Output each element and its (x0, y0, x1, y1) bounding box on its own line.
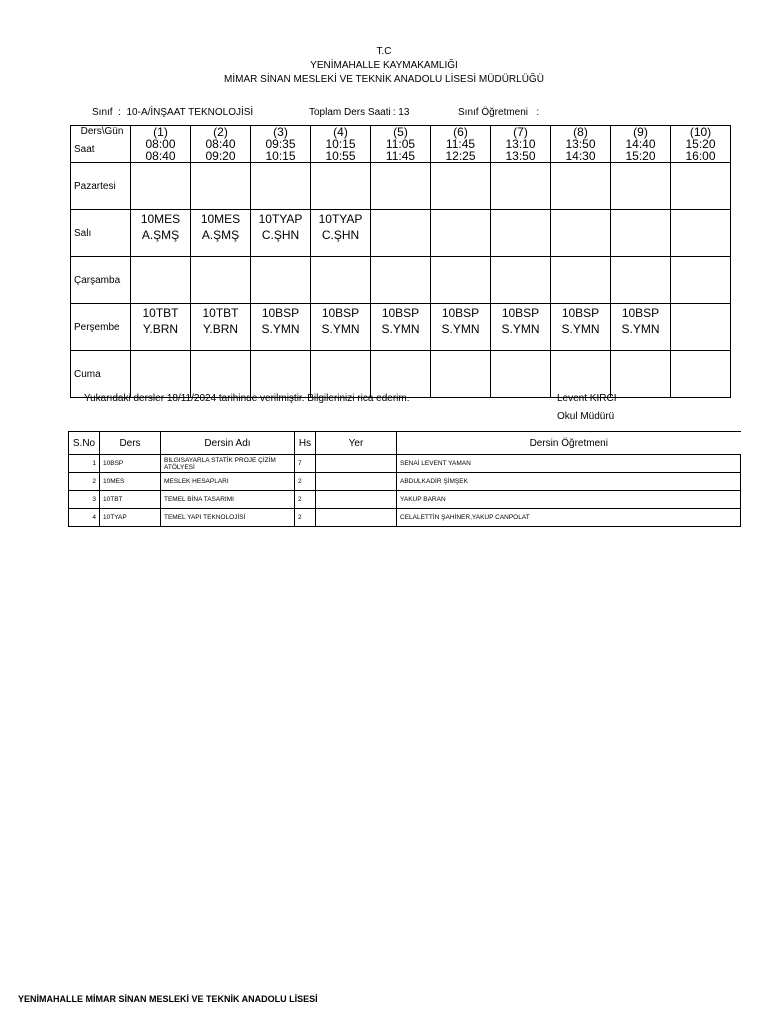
col-header-place: Yer (316, 432, 397, 455)
period-number: (10) (689, 125, 712, 139)
period-start: 08:00 (145, 137, 176, 151)
period-end: 13:50 (505, 149, 536, 163)
period-start: 13:10 (505, 137, 536, 151)
period-start: 13:50 (565, 137, 596, 151)
lesson-code: 10TYAP (258, 212, 303, 226)
lesson-teacher: Y.BRN (142, 322, 179, 336)
course-code: 10TBT (100, 491, 161, 509)
period-header (491, 126, 551, 163)
corner-day-label: Ders\Gün (80, 126, 124, 137)
course-teacher: YAKUP BARAN (397, 491, 741, 509)
lesson-cell (131, 163, 191, 210)
lesson-cell (551, 210, 611, 257)
lesson-cell (311, 163, 371, 210)
day-name: Salı (71, 210, 131, 257)
lesson-code: 10TBT (142, 306, 179, 320)
lesson-cell (491, 163, 551, 210)
lesson-cell (431, 210, 491, 257)
lesson-cell (191, 351, 251, 398)
period-start: 09:35 (265, 137, 296, 151)
lesson-code: 10BSP (321, 306, 360, 320)
period-header (551, 126, 611, 163)
course-code: 10TYAP (100, 509, 161, 527)
lesson-teacher: S.YMN (621, 322, 660, 336)
period-end: 08:40 (145, 149, 176, 163)
course-hours: 2 (295, 509, 316, 527)
period-end: 10:15 (265, 149, 296, 163)
lesson-code: 10BSP (501, 306, 540, 320)
lesson-cell (131, 210, 191, 257)
lesson-teacher: S.YMN (441, 322, 480, 336)
period-start: 11:45 (445, 137, 476, 151)
course-row (69, 473, 741, 491)
lesson-cell (671, 163, 731, 210)
period-header (371, 126, 431, 163)
day-row (71, 351, 731, 398)
col-header-code: Ders (100, 432, 161, 455)
lesson-cell (551, 257, 611, 304)
lesson-teacher: C.ŞHN (261, 228, 300, 242)
period-header (191, 126, 251, 163)
lesson-teacher: S.YMN (501, 322, 540, 336)
lesson-cell (671, 210, 731, 257)
period-number: (9) (633, 125, 648, 139)
footer-school-name: YENİMAHALLE MİMAR SİNAN MESLEKİ VE TEKNİK ANADOLU LİSESİ (18, 994, 318, 1004)
day-row (71, 163, 731, 210)
lesson-cell (431, 351, 491, 398)
lesson-code: 10BSP (561, 306, 600, 320)
course-code: 10BSP (100, 455, 161, 473)
day-row (71, 304, 731, 351)
course-row (69, 491, 741, 509)
principal-title: Okul Müdürü (557, 411, 615, 422)
lesson-cell (371, 304, 431, 351)
lesson-teacher: S.YMN (321, 322, 360, 336)
course-teacher: SENAİ LEVENT YAMAN (397, 455, 741, 473)
lesson-cell (251, 163, 311, 210)
course-hours: 2 (295, 473, 316, 491)
period-number: (4) (333, 125, 348, 139)
course-no: 4 (69, 509, 100, 527)
lesson-cell (491, 304, 551, 351)
lesson-teacher: A.ŞMŞ (201, 228, 240, 242)
period-start: 15:20 (685, 137, 716, 151)
period-end: 16:00 (685, 149, 716, 163)
lesson-cell (251, 257, 311, 304)
course-teacher: CELALETTİN ŞAHİNER,YAKUP CANPOLAT (397, 509, 741, 527)
period-end: 14:30 (565, 149, 596, 163)
period-header (131, 126, 191, 163)
period-number: (3) (273, 125, 288, 139)
lesson-cell (371, 163, 431, 210)
lesson-cell (611, 304, 671, 351)
corner-hour-label: Saat (74, 144, 95, 155)
course-place (316, 473, 397, 491)
period-start: 14:40 (625, 137, 656, 151)
period-end: 15:20 (625, 149, 656, 163)
lesson-cell (551, 304, 611, 351)
course-place (316, 491, 397, 509)
course-teacher: ABDULKADİR ŞİMŞEK (397, 473, 741, 491)
course-place (316, 509, 397, 527)
course-table (68, 431, 741, 527)
col-header-hours: Hs (295, 432, 316, 455)
lesson-cell (611, 210, 671, 257)
lesson-code: 10TYAP (318, 212, 363, 226)
period-end: 10:55 (325, 149, 356, 163)
lesson-cell (671, 257, 731, 304)
lesson-teacher: C.ŞHN (321, 228, 360, 242)
lesson-teacher: S.YMN (561, 322, 600, 336)
lesson-cell (191, 304, 251, 351)
day-name: Cuma (71, 351, 131, 398)
period-number: (8) (573, 125, 588, 139)
day-row (71, 210, 731, 257)
col-header-teacher: Dersin Öğretmeni (397, 432, 741, 455)
course-name: BILGISAYARLA STATİK PROJE ÇİZİM ATÖLYESİ (161, 455, 295, 473)
course-name: MESLEK HESAPLARI (161, 473, 295, 491)
class-info: Sınıf : 10-A/İNŞAAT TEKNOLOJİSİ (92, 107, 254, 118)
lesson-cell (551, 351, 611, 398)
lesson-cell (191, 210, 251, 257)
lesson-cell (251, 304, 311, 351)
lesson-cell (371, 351, 431, 398)
class-value: 10-A/İNŞAAT TEKNOLOJİSİ (126, 107, 254, 118)
header-line-school: MİMAR SİNAN MESLEKİ VE TEKNİK ANADOLU LİSESİ MÜDÜRLÜĞÜ (224, 74, 544, 85)
lesson-teacher: S.YMN (261, 322, 300, 336)
lesson-cell (311, 304, 371, 351)
period-header (431, 126, 491, 163)
period-number: (2) (213, 125, 228, 139)
period-end: 11:45 (385, 149, 416, 163)
total-hours-info: Toplam Ders Saati : 13 (309, 107, 410, 118)
class-teacher-info: Sınıf Öğretmeni : (458, 107, 540, 118)
col-header-no: S.No (69, 432, 100, 455)
course-row (69, 455, 741, 473)
lesson-code: 10MES (200, 212, 241, 226)
lesson-cell (311, 257, 371, 304)
period-header (251, 126, 311, 163)
class-teacher-label: Sınıf Öğretmeni (458, 107, 529, 118)
period-start: 11:05 (385, 137, 416, 151)
lesson-cell (431, 257, 491, 304)
day-name: Çarşamba (71, 257, 131, 304)
timetable (70, 125, 731, 398)
lesson-cell (671, 351, 731, 398)
period-header-row (71, 126, 731, 163)
lesson-teacher: S.YMN (381, 322, 420, 336)
header-line-tc: T.C (376, 46, 392, 57)
lesson-cell (251, 351, 311, 398)
lesson-cell (311, 351, 371, 398)
lesson-cell (371, 210, 431, 257)
lesson-code: 10BSP (261, 306, 300, 320)
lesson-code: 10TBT (202, 306, 239, 320)
period-number: (5) (393, 125, 408, 139)
lesson-code: 10BSP (381, 306, 420, 320)
course-hours: 2 (295, 491, 316, 509)
total-hours-value: 13 (398, 107, 410, 118)
day-row (71, 257, 731, 304)
lesson-code: 10BSP (621, 306, 660, 320)
course-no: 3 (69, 491, 100, 509)
period-end: 12:25 (445, 149, 476, 163)
lesson-code: 10BSP (441, 306, 480, 320)
lesson-cell (131, 351, 191, 398)
lesson-cell (611, 351, 671, 398)
principal-name: Levent KIRCI (557, 393, 617, 404)
col-header-name: Dersin Adı (161, 432, 295, 455)
course-name: TEMEL BİNA TASARIMI (161, 491, 295, 509)
lesson-cell (251, 210, 311, 257)
lesson-cell (491, 210, 551, 257)
lesson-cell (491, 351, 551, 398)
period-number: (7) (513, 125, 528, 139)
corner-cell (71, 126, 131, 163)
lesson-cell (611, 163, 671, 210)
lesson-teacher: Y.BRN (202, 322, 239, 336)
lesson-cell (431, 304, 491, 351)
lesson-cell (671, 304, 731, 351)
header-line-kaymakamlik: YENİMAHALLE KAYMAKAMLIĞI (310, 60, 458, 71)
period-number: (1) (153, 125, 168, 139)
lesson-code: 10MES (140, 212, 181, 226)
period-header (671, 126, 731, 163)
distribution-note: Yukarıdaki dersler 18/11/2024 tarihinde verilmiştir. Bilgilerinizi rica ederim. (84, 393, 410, 404)
course-hours: 7 (295, 455, 316, 473)
day-name: Perşembe (71, 304, 131, 351)
day-name: Pazartesi (71, 163, 131, 210)
course-no: 1 (69, 455, 100, 473)
lesson-cell (611, 257, 671, 304)
course-no: 2 (69, 473, 100, 491)
course-place (316, 455, 397, 473)
total-hours-label: Toplam Ders Saati (309, 107, 391, 118)
period-header (311, 126, 371, 163)
lesson-cell (191, 163, 251, 210)
course-code: 10MES (100, 473, 161, 491)
lesson-cell (191, 257, 251, 304)
lesson-cell (491, 257, 551, 304)
course-row (69, 509, 741, 527)
lesson-cell (311, 210, 371, 257)
period-header (611, 126, 671, 163)
lesson-cell (131, 304, 191, 351)
lesson-teacher: A.ŞMŞ (141, 228, 180, 242)
lesson-cell (131, 257, 191, 304)
lesson-cell (371, 257, 431, 304)
period-end: 09:20 (205, 149, 236, 163)
course-table-header (69, 432, 741, 455)
period-start: 08:40 (205, 137, 236, 151)
course-name: TEMEL YAPI TEKNOLOJİSİ (161, 509, 295, 527)
period-number: (6) (453, 125, 468, 139)
class-label: Sınıf (92, 107, 113, 118)
lesson-cell (431, 163, 491, 210)
period-start: 10:15 (325, 137, 356, 151)
lesson-cell (551, 163, 611, 210)
